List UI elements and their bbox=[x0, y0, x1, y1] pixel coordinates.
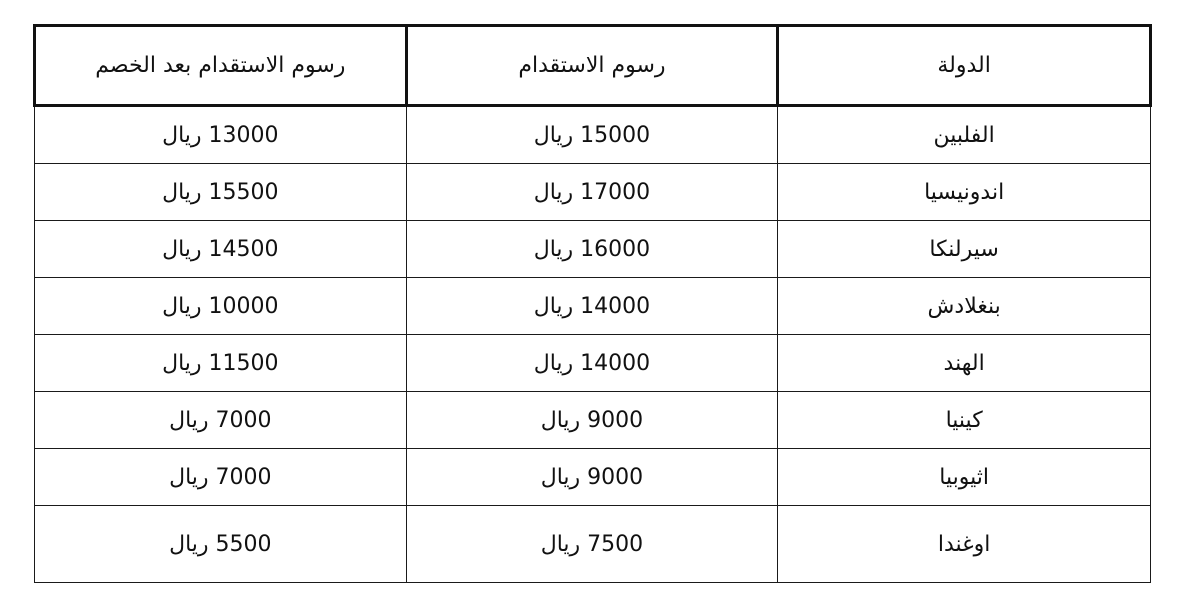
cell-discounted-fee: 7000 ريال bbox=[35, 449, 407, 506]
cell-fee: 7500 ريال bbox=[406, 506, 778, 583]
table-row bbox=[35, 506, 1151, 583]
table-row bbox=[35, 164, 1151, 221]
cell-discounted-fee: 14500 ريال bbox=[35, 221, 407, 278]
cell-fee: 15000 ريال bbox=[406, 106, 778, 164]
cell-discounted-fee: 11500 ريال bbox=[35, 335, 407, 392]
table-row bbox=[35, 335, 1151, 392]
cell-country: الفلبين bbox=[778, 106, 1151, 164]
table-row bbox=[35, 278, 1151, 335]
table-row bbox=[35, 106, 1151, 164]
table-row bbox=[35, 449, 1151, 506]
table-row bbox=[35, 221, 1151, 278]
cell-fee: 17000 ريال bbox=[406, 164, 778, 221]
cell-country: بنغلادش bbox=[778, 278, 1151, 335]
table-body bbox=[35, 106, 1151, 583]
cell-fee: 14000 ريال bbox=[406, 278, 778, 335]
table-row bbox=[35, 392, 1151, 449]
cell-fee: 16000 ريال bbox=[406, 221, 778, 278]
table-header bbox=[35, 26, 1151, 106]
recruitment-fees-table bbox=[33, 24, 1152, 583]
cell-fee: 9000 ريال bbox=[406, 449, 778, 506]
cell-fee: 14000 ريال bbox=[406, 335, 778, 392]
cell-fee: 9000 ريال bbox=[406, 392, 778, 449]
cell-discounted-fee: 5500 ريال bbox=[35, 506, 407, 583]
cell-country: اندونيسيا bbox=[778, 164, 1151, 221]
cell-discounted-fee: 7000 ريال bbox=[35, 392, 407, 449]
header-country: الدولة bbox=[778, 26, 1151, 106]
cell-discounted-fee: 10000 ريال bbox=[35, 278, 407, 335]
header-discounted-fee: رسوم الاستقدام بعد الخصم bbox=[35, 26, 407, 106]
cell-discounted-fee: 15500 ريال bbox=[35, 164, 407, 221]
cell-country: اثيوبيا bbox=[778, 449, 1151, 506]
header-fee: رسوم الاستقدام bbox=[406, 26, 778, 106]
cell-country: سيرلنكا bbox=[778, 221, 1151, 278]
cell-country: اوغندا bbox=[778, 506, 1151, 583]
cell-country: الهند bbox=[778, 335, 1151, 392]
fees-table-container bbox=[33, 24, 1152, 583]
cell-discounted-fee: 13000 ريال bbox=[35, 106, 407, 164]
cell-country: كينيا bbox=[778, 392, 1151, 449]
header-row bbox=[35, 26, 1151, 106]
